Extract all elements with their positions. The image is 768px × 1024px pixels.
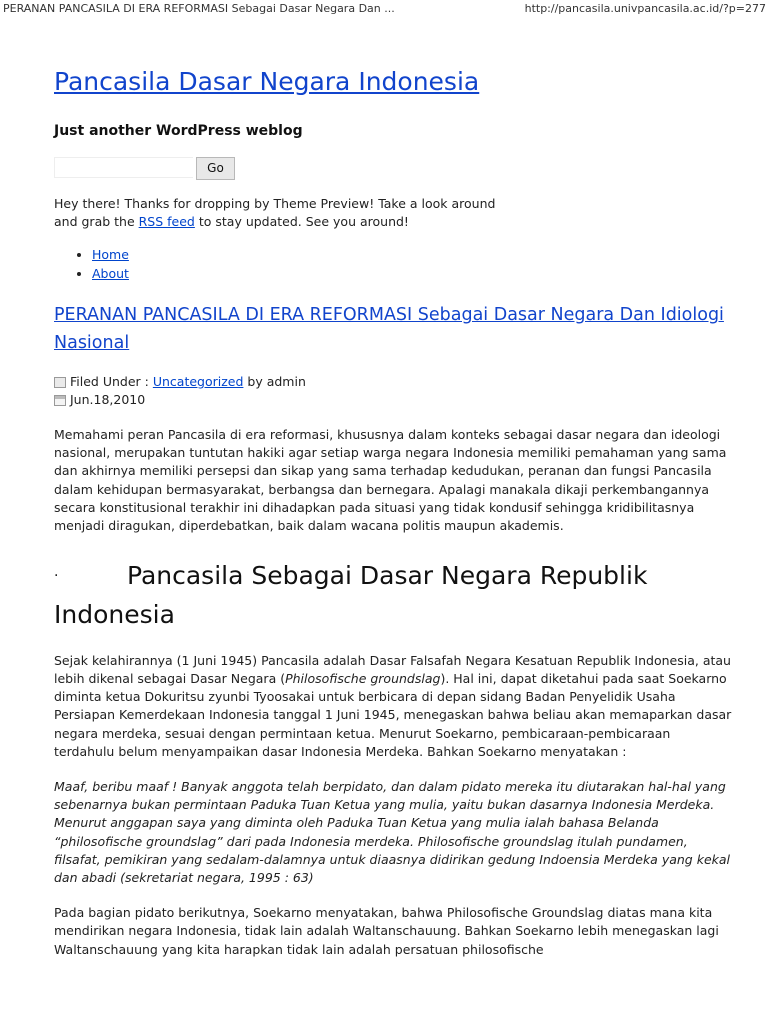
nav-menu — [54, 245, 734, 283]
folder-icon — [54, 377, 66, 388]
post-title — [54, 301, 734, 357]
site-title-link[interactable]: Pancasila Dasar Negara Indonesia — [54, 67, 480, 96]
heading-bullet: · — [54, 568, 59, 585]
section-heading-text: Pancasila Sebagai Dasar Negara Republik Indonesia — [54, 561, 648, 630]
intro-text-start: Hey there! Thanks for dropping by Theme Preview! Take a look around and grab the — [54, 195, 496, 229]
rss-feed-link[interactable]: RSS feed — [138, 213, 195, 229]
post-date: Jun.18,2010 — [70, 392, 146, 408]
post-author: by admin — [243, 374, 306, 390]
paragraph-2-start: Sejak kelahirannya (1 Juni 1945) Pancasila adalah Dasar Falsafah Negara Kesatuan Republik Indonesia, atau lebih dikenal sebagai Dasar Negara ( — [54, 652, 731, 686]
paragraph-2-end: ). Hal ini, dapat diketahui pada saat Soekarno diminta ketua Dokuritsu zyunbi Tyoosakai untuk berbicara di depan sidang Badan Penyelidik Usaha Persiapan Kemerdekaan Indonesia tanggal 1 Juni 1945, menegaskan bahwa beliau akan memaparkan dasar negara merdeka, sesuai dengan permintaan ketua. Menurut Soekarno, pembicaraan-pembicaraan terdahulu belum menyampaikan dasar Indonesia Merdeka. Bahkan Soekarno menyatakan : — [54, 670, 732, 759]
category-link[interactable]: Uncategorized — [152, 374, 244, 390]
search-go-button[interactable]: Go — [196, 157, 235, 180]
page-title-header: PERANAN PANCASILA DI ERA REFORMASI Sebagai Dasar Negara Dan ... — [3, 2, 395, 15]
search-input[interactable] — [54, 157, 193, 178]
intro-text — [54, 195, 514, 231]
filed-under-label: Filed Under : — [70, 374, 149, 390]
post-title-link[interactable]: PERANAN PANCASILA DI ERA REFORMASI Sebagai Dasar Negara Dan Idiologi Nasional — [54, 305, 724, 354]
nav-item-home — [92, 245, 734, 264]
paragraph-2-italic: Philosofische groundslag — [285, 670, 441, 686]
post-paragraph-1: Memahami peran Pancasila di era reformasi, khususnya dalam konteks sebagai dasar negara dan ideologi nasional, merupakan tuntutan hakiki agar setiap warga negara Indonesia memiliki pemahaman yang sama dan akhirnya memiliki persepsi dan sikap yang sama terhadap kedudukan, peranan dan fungsi Pancasila dalam kehidupan bermasyarakat, berbangsa dan bernegara. Apalagi manakala dikaji perkembangannya secara konstitusional terakhir ini dihadapkan pada situasi yang tidak kondusif sehingga kridibilitasnya menjadi diragukan, diperdebatkan, baik dalam wacana politis maupun akademis. — [54, 427, 727, 534]
nav-link-about[interactable]: About — [92, 266, 129, 282]
post-paragraph-3: Pada bagian pidato berikutnya, Soekarno menyatakan, bahwa Philosofische Groundslag diatas mana kita mendirikan negara Indonesia, tidak lain adalah Waltanschauung. Bahkan Soekarno lebih menegaskan lagi Waltanschauung yang kita harapkan tidak lain adalah persatuan philosofische — [54, 905, 719, 957]
site-title — [54, 66, 734, 99]
intro-text-end: to stay updated. See you around! — [194, 213, 409, 229]
page-content — [54, 66, 734, 959]
print-header — [0, 0, 768, 18]
page-url-header: http://pancasila.univpancasila.ac.id/?p=277 — [524, 2, 766, 15]
calendar-icon — [54, 395, 66, 406]
post-meta — [54, 373, 734, 409]
nav-link-home[interactable]: Home — [92, 247, 129, 263]
site-tagline: Just another WordPress weblog — [54, 122, 303, 139]
soekarno-quote: Maaf, beribu maaf ! Banyak anggota telah berpidato, dan dalam pidato mereka itu diutarakan hal-hal yang sebenarnya bukan permintaan Paduka Tuan Ketua yang mulia, yaitu bukan dasarnya Indonesia Merdeka. Menurut anggapan saya yang diminta oleh Paduka Tuan Ketua yang mulia ialah bahasa Belanda “philosofische groundslag” dari pada Indonesia merdeka. Philosofische groundslag itulah pundamen, filsafat, pemikiran yang sedalam-dalamnya untuk diaasnya didirikan gedung Indoensia Merdeka yang kekal dan abadi (sekretariat negara, 1995 : 63) — [54, 778, 731, 885]
post-category-row — [54, 373, 734, 391]
section-heading — [54, 557, 734, 635]
nav-item-about — [92, 264, 734, 283]
search-form — [54, 157, 734, 180]
post-paragraph-2 — [54, 652, 734, 761]
post-date-row — [54, 391, 734, 409]
